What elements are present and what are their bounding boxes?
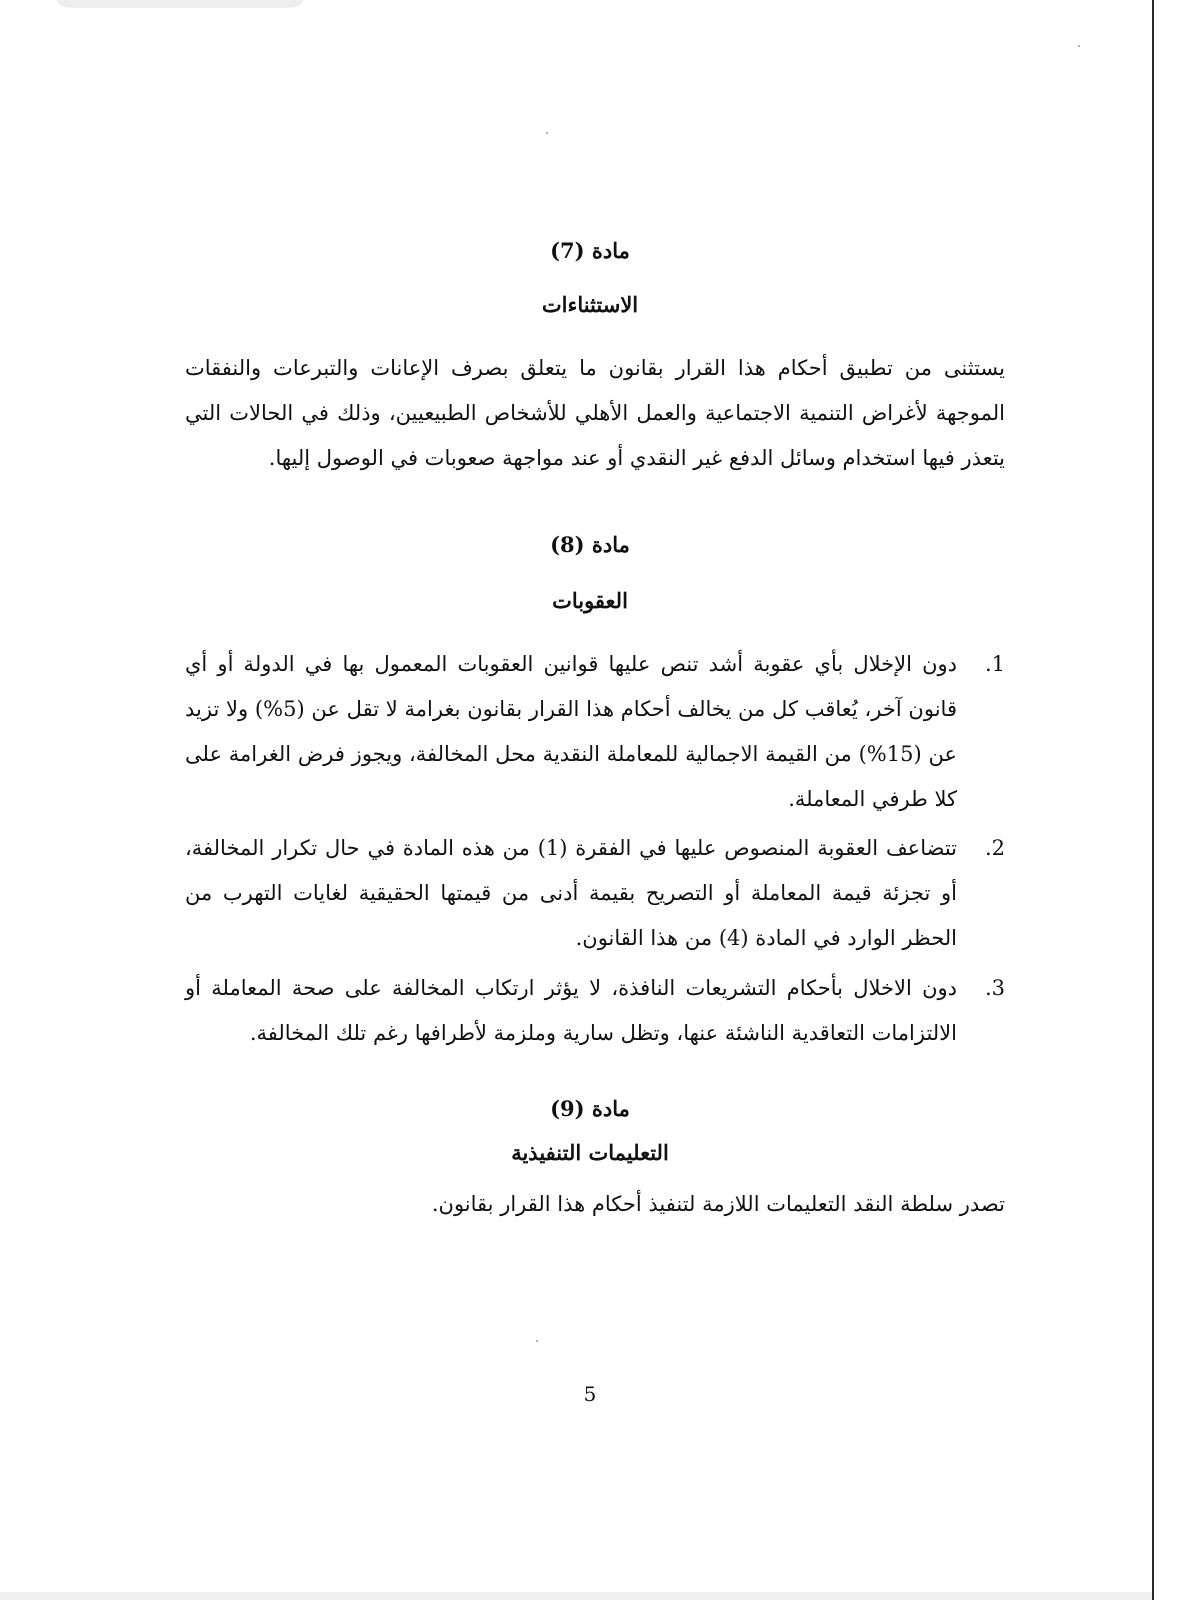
bottom-edge [0,1592,1180,1600]
article-7-title: الاستثناءات [541,292,639,317]
article-8-item-1 [185,642,1005,822]
item-number: 1. [984,652,1005,676]
item-text: تتضاعف العقوبة المنصوص عليها في الفقرة (1) من هذه المادة في حال تكرار المخالفة، أو تجزئة قيمة المعاملة أو التصريح بقيمة أدنى من قيمتها الحقيقية لغايات التهرب من الحظر الوارد في المادة (4) من هذا القانون. [185,836,957,950]
article-9-title: التعليمات التنفيذية [511,1140,669,1165]
article-9-body: تصدر سلطة النقد التعليمات اللازمة لتنفيذ أحكام هذا القرار بقانون. [431,1192,1005,1216]
scan-speck [536,1340,538,1342]
article-7-body: يستثنى من تطبيق أحكام هذا القرار بقانون ما يتعلق بصرف الإعانات والتبرعات والنفقات الموجهة لأغراض التنمية الاجتماعية والعمل الأهلي للأشخاص الطبيعيين، وذلك في الحالات التي يتعذر فيها استخدام وسائل الدفع غير النقدي أو عند مواجهة صعوبات في الوصول إليها. [185,356,1005,470]
item-text: دون الاخلال بأحكام التشريعات النافذة، لا يؤثر ارتكاب المخالفة على صحة المعاملة أو الالتزامات التعاقدية الناشئة عنها، وتظل سارية وملزمة لأطرافها رغم تلك المخالفة. [185,976,957,1045]
window-tab-edge [55,0,305,8]
article-8-item-2 [185,826,1005,961]
article-8-title: العقوبات [552,588,628,613]
article-7-number: مادة (7) [550,238,630,263]
item-number: 2. [984,836,1005,860]
scan-speck [546,132,548,134]
article-8-number: مادة (8) [550,532,630,557]
page-number: 5 [583,1382,597,1406]
page-border-right [1152,0,1180,1600]
scan-speck [1078,45,1080,47]
item-text: دون الإخلال بأي عقوبة أشد تنص عليها قوانين العقوبات المعمول بها في الدولة أو أي قانون آخر، يُعاقب كل من يخالف أحكام هذا القرار بقانون بغرامة لا تقل عن (5%) ولا تزيد عن (15%) من القيمة الاجمالية للمعاملة النقدية محل المخالفة، ويجوز فرض الغرامة على كلا طرفي المعاملة. [185,652,957,811]
article-8-item-3 [185,966,1005,1056]
item-number: 3. [984,976,1005,1000]
article-9-number: مادة (9) [550,1096,630,1121]
